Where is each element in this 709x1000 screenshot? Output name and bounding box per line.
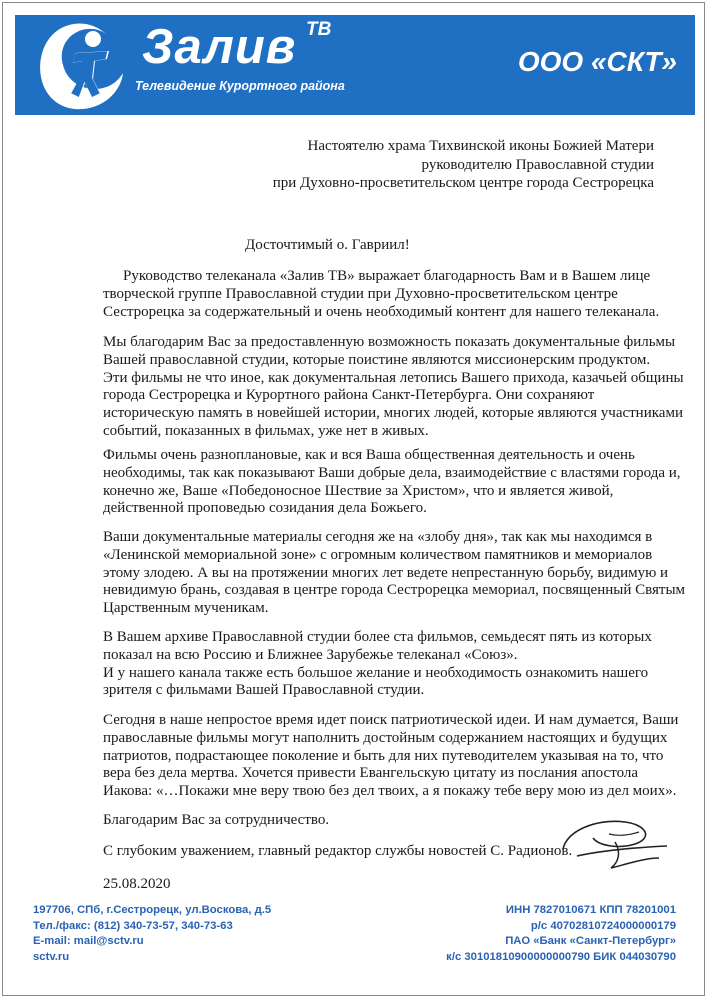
footer-website: sctv.ru <box>33 950 70 963</box>
recipient-line: при Духовно-просветительском центре города Сестрорецка <box>272 175 654 191</box>
paragraph-line: И у нашего канала также есть большое желание и необходимость ознакомить нашего <box>103 664 649 681</box>
recipient-block <box>273 137 654 193</box>
footer-contacts <box>33 903 271 965</box>
date-line: 25.08.2020 <box>103 876 171 892</box>
paragraph-patriotism <box>103 712 678 801</box>
paragraph-line: показал на всю Россию и Ближнее Зарубежье телеканал «Союз». <box>103 646 518 663</box>
paragraph-line: Иакова: «…Покажи мне веру твою без дел твоих, а я покажу тебе веру мою из дел моих». <box>103 783 677 800</box>
handwritten-signature <box>555 812 680 874</box>
recipient-line: руководителю Православной студии <box>421 156 654 173</box>
logo-tv: ТВ <box>306 19 332 40</box>
footer-corr-account: к/с 30101810900000000790 БИК 044030790 <box>446 950 676 963</box>
paragraph-line: православные фильмы могут наполнить достойным содержанием настоящих и будущих <box>103 729 668 746</box>
letter-date <box>103 876 171 894</box>
paragraph-line: невидимую брань, создавая в центре города Сестрорецка мемориал, посвященный Святым <box>103 582 686 599</box>
paragraph-gratitude <box>103 268 659 321</box>
paragraph-line: этому злодею. А вы на протяжении многих лет ведете непрестанную борьбу, видимую и <box>103 564 669 581</box>
paragraph-line: событий, показанных в фильмах, уже нет в живых. <box>103 422 429 439</box>
letterhead-band <box>15 15 695 115</box>
recipient-line: Настоятелю храма Тихвинской иконы Божией Матери <box>307 138 654 154</box>
salutation: Досточтимый о. Гавриил! <box>245 237 410 253</box>
paragraph-line: Мы благодарим Вас за предоставленную возможность показать документальные фильмы <box>103 334 676 350</box>
paragraph-archive <box>103 629 652 700</box>
footer-bank-details <box>446 903 676 965</box>
footer-account: р/с 40702810724000000179 <box>530 919 676 932</box>
paragraph-line: «Ленинской мемориальной зоне» с огромным количеством памятников и мемориалов <box>103 546 653 563</box>
footer-phone: Тел./факс: (812) 340-73-57, 340-73-63 <box>33 919 233 932</box>
paragraph-line: конечно же, Ваше «Победоносное Шествие за Христом», что и является живой, <box>103 482 614 499</box>
paragraph-line: Эти фильмы не что иное, как документальная летопись Вашего прихода, казачьей общины <box>103 369 684 386</box>
footer-email: E-mail: mail@sctv.ru <box>33 935 144 947</box>
paragraph-line: Руководство телеканала «Залив ТВ» выражает благодарность Вам и в Вашем лице <box>123 268 651 284</box>
paragraph-line: вера без дела мертва. Хочется привести Евангельскую цитату из послания апостола <box>103 765 639 782</box>
paragraph-line: патриотов, подрастающее поколение и быть для них путеводителем указывая на то, что <box>103 747 664 764</box>
paragraph-variety <box>103 447 681 518</box>
paragraph-line: города Сестрорецка и Курортного района Санкт-Петербурга. Они сохраняют <box>103 387 595 404</box>
paragraph-line: необходимы, так как показывают Ваши добрые дела, взаимодействие с властями города и, <box>103 464 681 481</box>
paragraph-line: Царственным мученикам. <box>103 600 269 617</box>
footer-inn: ИНН 7827010671 КПП 78201001 <box>505 904 676 916</box>
paragraph-line: действенной проповедью созидания дела Божьего. <box>103 500 427 517</box>
paragraph-line: Благодарим Вас за сотрудничество. <box>103 812 330 828</box>
paragraph-line: творческой группе Православной студии при Духовно-просветительском центре <box>103 285 618 302</box>
zaliv-logo-icon <box>35 19 127 111</box>
paragraph-line: Фильмы очень разноплановые, как и вся Ваша общественная деятельность и очень <box>103 447 635 463</box>
logo-name: Залив <box>142 20 297 74</box>
paragraph-line: зрителя с фильмами Вашей Православной студии. <box>103 682 425 699</box>
paragraph-line: В Вашем архиве Православной студии более ста фильмов, семьдесят пять из которых <box>103 629 652 645</box>
company-name: ООО «СКТ» <box>517 46 677 77</box>
paragraph-line: С глубоким уважением, главный редактор службы новостей С. Радионов. <box>103 843 573 859</box>
logo-subtitle: Телевидение Курортного района <box>135 79 345 93</box>
paragraph-materials <box>103 529 685 618</box>
footer-address: 197706, СПб, г.Сестрорецк, ул.Воскова, д.5 <box>33 904 272 916</box>
paragraph-thanks <box>103 812 329 830</box>
paragraph-line: историческую память в новейшей истории, многих людей, которые являются участниками <box>103 405 683 422</box>
paragraph-line: Сестрорецка за содержательный и очень необходимый контент для нашего телеканала. <box>103 303 660 320</box>
paragraph-regards <box>103 843 572 861</box>
paragraph-line: Сегодня в наше непростое время идет поиск патриотической идеи. И нам думается, Ваши <box>103 712 679 728</box>
paragraph-line: Вашей православной студии, которые поистине являются миссионерским продуктом. <box>103 351 651 368</box>
footer-bank: ПАО «Банк «Санкт-Петербург» <box>505 935 676 947</box>
paragraph-films <box>103 334 684 441</box>
paragraph-line: Ваши документальные материалы сегодня же на «злобу дня», так как мы находимся в <box>103 529 653 545</box>
